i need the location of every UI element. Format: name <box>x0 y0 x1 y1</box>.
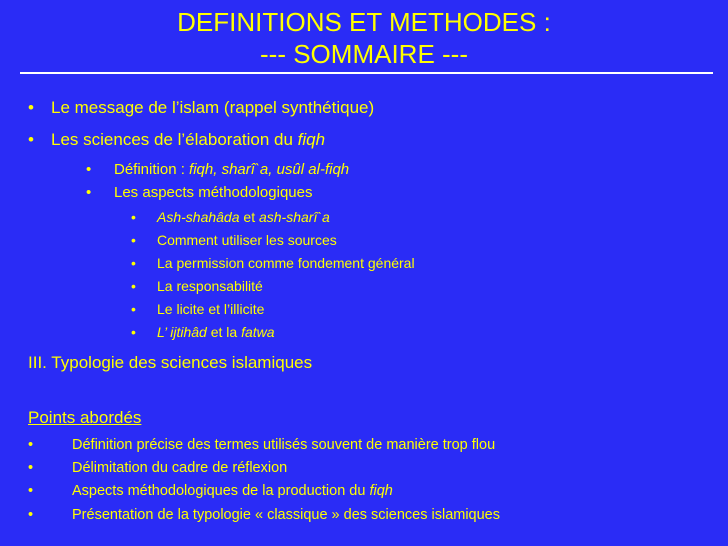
outline-item-shahada-mid: et <box>239 209 259 225</box>
point-item-aspects-text: Aspects méthodologiques de la production du <box>72 483 370 499</box>
title-line-2: --- SOMMAIRE --- <box>260 39 468 69</box>
outline-item-shahada-em2: ash-sharî`a <box>258 209 330 225</box>
bullet-icon: • <box>131 278 136 294</box>
bullet-icon: • <box>131 255 136 271</box>
outline-item-permission: La permission comme fondement général <box>157 255 415 271</box>
outline-item-ijtihad <box>157 324 275 340</box>
title-line-1: DEFINITIONS ET METHODES : <box>177 7 551 37</box>
bullet-icon: • <box>131 301 136 317</box>
outline-item-definition-em: fiqh, sharî`a, usûl al-fiqh <box>189 161 350 178</box>
bullet-icon: • <box>28 460 34 476</box>
outline-item-ijtihad-mid: et la <box>206 324 242 340</box>
bullet-icon: • <box>131 209 136 225</box>
bullet-icon: • <box>28 507 34 523</box>
bullet-icon: • <box>86 161 92 178</box>
point-item-delimitation: Délimitation du cadre de réflexion <box>72 460 288 476</box>
outline-item-shahada-em1: Ash-shahâda <box>157 209 240 225</box>
outline-item-ijtihad-em2: fatwa <box>241 324 275 340</box>
point-item-typologie: Présentation de la typologie « classique » des sciences islamiques <box>72 507 500 523</box>
point-item-aspects <box>72 483 393 499</box>
point-item-definition: Définition précise des termes utilisés souvent de manière trop flou <box>72 437 496 453</box>
outline-item-definition-text: Définition : <box>114 161 190 178</box>
bullet-icon: • <box>131 232 136 248</box>
outline-item-responsabilite: La responsabilité <box>157 278 263 294</box>
slide-title <box>0 6 728 70</box>
outline-item-licite: Le licite et l’illicite <box>157 301 265 317</box>
outline-item-sciences-em: fiqh <box>297 130 326 149</box>
bullet-icon: • <box>28 483 34 499</box>
point-item-aspects-em: fiqh <box>369 483 393 499</box>
section-iii-heading: III. Typologie des sciences islamiques <box>28 353 313 372</box>
outline-item-ijtihad-em1: L’ ijtihâd <box>157 324 207 340</box>
bullet-icon: • <box>86 184 92 201</box>
outline-item-aspects: Les aspects méthodologiques <box>114 184 313 201</box>
outline-item-shahada <box>157 209 330 225</box>
bullet-icon: • <box>28 437 34 453</box>
bullet-icon: • <box>28 130 34 149</box>
outline-item-definition <box>114 161 349 178</box>
bullet-icon: • <box>131 324 136 340</box>
points-heading: Points abordés <box>28 408 142 427</box>
outline-item-sciences-text: Les sciences de l’élaboration du <box>51 130 298 149</box>
outline-item-message: Le message de l’islam (rappel synthétique) <box>51 98 375 117</box>
title-divider <box>20 72 713 74</box>
outline-item-sources: Comment utiliser les sources <box>157 232 337 248</box>
bullet-icon: • <box>28 98 34 117</box>
outline-item-sciences <box>51 130 325 150</box>
